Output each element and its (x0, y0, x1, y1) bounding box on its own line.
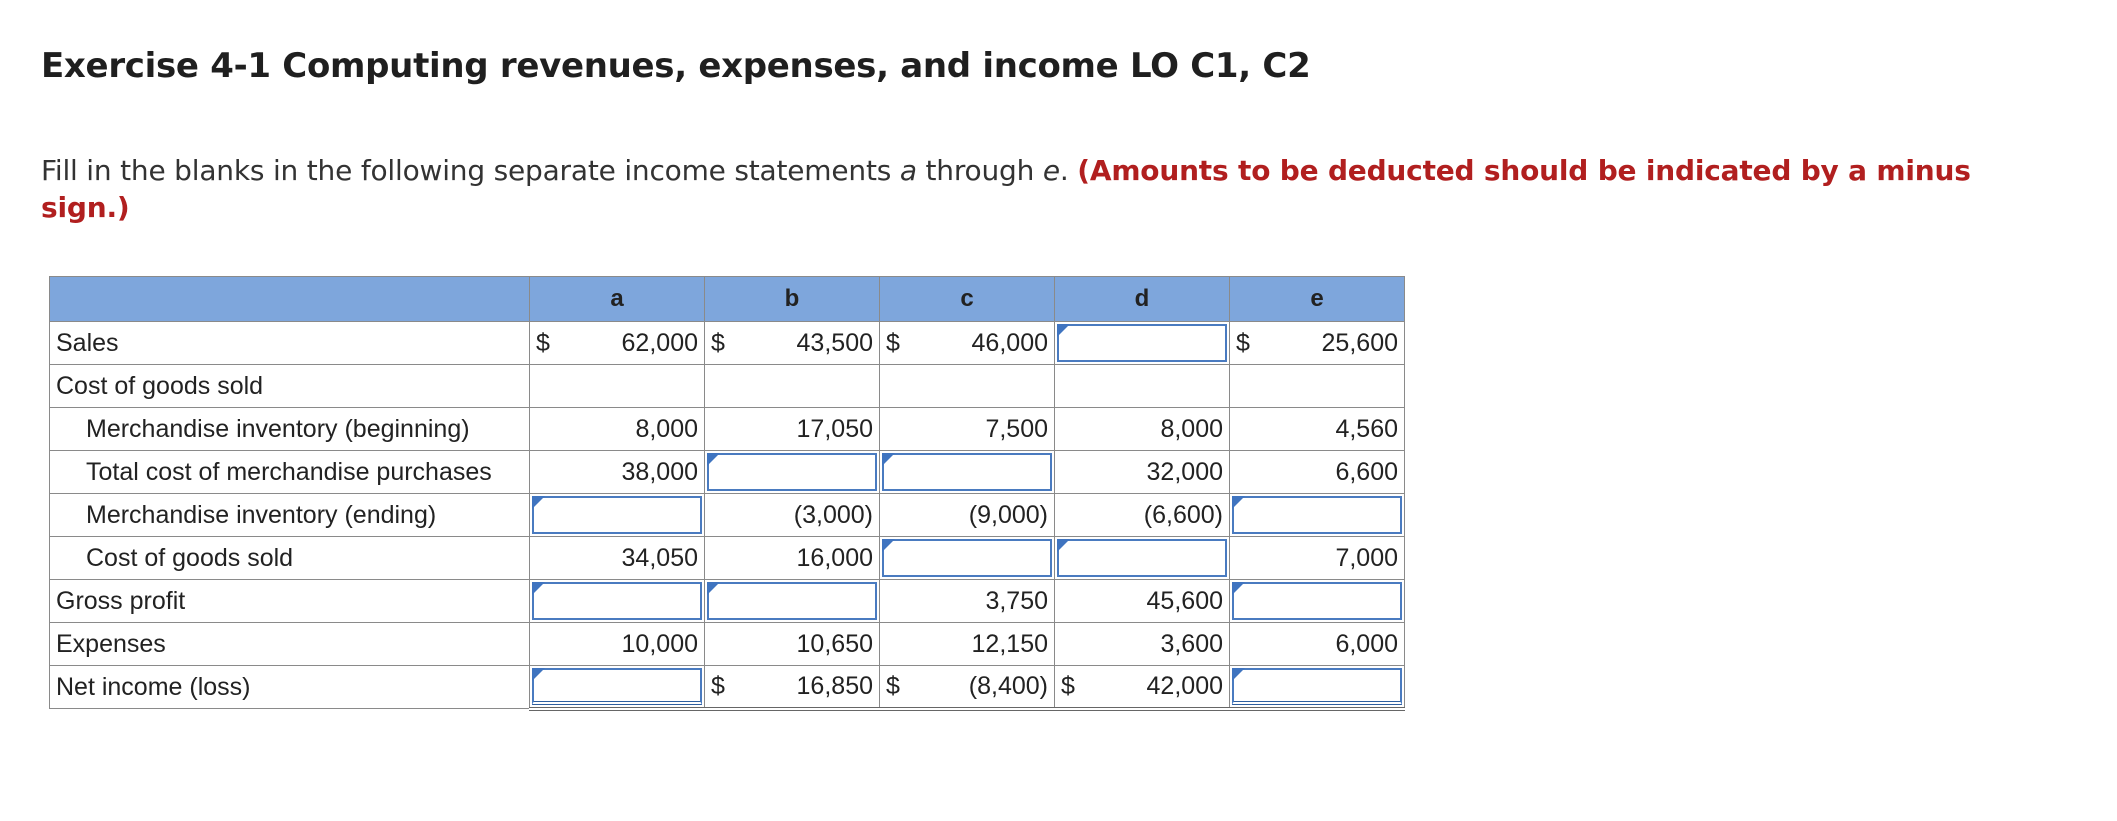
instructions-first-letter: a (899, 154, 917, 187)
input-purchases-b[interactable] (707, 453, 877, 491)
page-title: Exercise 4-1 Computing revenues, expenses, and income LO C1, C2 (41, 46, 1311, 86)
cell-gross-c (880, 580, 1055, 623)
instructions-note: (Amounts to be deducted should be indicated by a minus sign.) (41, 154, 1971, 224)
row-inventory-beginning (50, 408, 1405, 451)
cell-purchases-b (705, 451, 880, 494)
input-inv-end-e[interactable] (1232, 496, 1402, 534)
cell-purchases-a (530, 451, 705, 494)
cell-net-b (705, 666, 880, 709)
instructions-period: . (1059, 154, 1078, 187)
row-label: Net income (loss) (50, 666, 530, 709)
cell-empty (880, 365, 1055, 408)
row-purchases (50, 451, 1405, 494)
cell-expenses-b (705, 623, 880, 666)
cell-empty (1230, 365, 1405, 408)
flag-icon (882, 453, 895, 466)
cell-value: 46,000 (971, 328, 1048, 357)
input-cogs-d[interactable] (1057, 539, 1227, 577)
cell-expenses-e (1230, 623, 1405, 666)
cell-expenses-a (530, 623, 705, 666)
currency-symbol: $ (1236, 328, 1250, 357)
flag-icon (532, 496, 545, 509)
instructions-through: through (916, 154, 1043, 187)
row-label: Merchandise inventory (beginning) (50, 408, 530, 451)
column-header-d: d (1055, 277, 1230, 322)
cell-inv-beg-b (705, 408, 880, 451)
cell-value: 25,600 (1321, 328, 1398, 357)
cell-value: 17,050 (796, 414, 873, 443)
cell-value: 10,000 (621, 629, 698, 658)
cell-net-a (530, 666, 705, 709)
cell-inv-end-b (705, 494, 880, 537)
cell-value: 10,650 (796, 629, 873, 658)
cell-value: 16,850 (796, 671, 873, 700)
flag-icon (882, 539, 895, 552)
instructions-text: Fill in the blanks in the following separate income statements (41, 154, 900, 187)
input-inv-end-a[interactable] (532, 496, 702, 534)
cell-sales-b (705, 322, 880, 365)
flag-icon (1057, 539, 1070, 552)
cell-value: 8,000 (1160, 414, 1223, 443)
cell-value: 8,000 (635, 414, 698, 443)
cell-net-d (1055, 666, 1230, 709)
column-header-b: b (705, 277, 880, 322)
flag-icon (1232, 668, 1245, 681)
cell-value: 62,000 (621, 328, 698, 357)
header-row (50, 277, 1405, 322)
cell-cogs-c (880, 537, 1055, 580)
cell-cogs-e (1230, 537, 1405, 580)
cell-gross-e (1230, 580, 1405, 623)
row-gross-profit (50, 580, 1405, 623)
cell-value: 6,600 (1335, 457, 1398, 486)
cell-gross-b (705, 580, 880, 623)
input-net-a[interactable] (532, 668, 702, 705)
input-gross-e[interactable] (1232, 582, 1402, 620)
cell-expenses-d (1055, 623, 1230, 666)
currency-symbol: $ (711, 671, 725, 700)
currency-symbol: $ (886, 671, 900, 700)
row-label: Merchandise inventory (ending) (50, 494, 530, 537)
row-cogs-header (50, 365, 1405, 408)
input-purchases-c[interactable] (882, 453, 1052, 491)
cell-purchases-c (880, 451, 1055, 494)
flag-icon (707, 453, 720, 466)
instructions-last-letter: e (1042, 154, 1060, 187)
flag-icon (532, 582, 545, 595)
cell-value: 7,000 (1335, 543, 1398, 572)
instructions (41, 152, 2001, 226)
cell-value: 3,600 (1160, 629, 1223, 658)
cell-value: 7,500 (985, 414, 1048, 443)
currency-symbol: $ (711, 328, 725, 357)
cell-value: 12,150 (971, 629, 1048, 658)
row-label: Cost of goods sold (50, 365, 530, 408)
flag-icon (1232, 582, 1245, 595)
row-expenses (50, 623, 1405, 666)
flag-icon (1232, 496, 1245, 509)
cell-gross-d (1055, 580, 1230, 623)
column-header-a: a (530, 277, 705, 322)
cell-inv-end-c (880, 494, 1055, 537)
column-header-c: c (880, 277, 1055, 322)
cell-sales-e (1230, 322, 1405, 365)
row-label: Total cost of merchandise purchases (50, 451, 530, 494)
flag-icon (1057, 324, 1070, 337)
currency-symbol: $ (886, 328, 900, 357)
cell-value: 3,750 (985, 586, 1048, 615)
row-sales (50, 322, 1405, 365)
cell-sales-d (1055, 322, 1230, 365)
cell-value: 38,000 (621, 457, 698, 486)
cell-purchases-e (1230, 451, 1405, 494)
cell-net-c (880, 666, 1055, 709)
cell-inv-beg-c (880, 408, 1055, 451)
cell-inv-end-e (1230, 494, 1405, 537)
cell-value: (9,000) (968, 500, 1048, 529)
cell-inv-end-d (1055, 494, 1230, 537)
cell-expenses-c (880, 623, 1055, 666)
cell-net-e (1230, 666, 1405, 709)
row-cost-of-goods-sold (50, 537, 1405, 580)
flag-icon (707, 582, 720, 595)
cell-value: 32,000 (1146, 457, 1223, 486)
column-header-e: e (1230, 277, 1405, 322)
input-gross-b[interactable] (707, 582, 877, 620)
cell-value: 16,000 (796, 543, 873, 572)
cell-value: (6,600) (1143, 500, 1223, 529)
header-blank (50, 277, 530, 322)
cell-empty (1055, 365, 1230, 408)
row-label: Cost of goods sold (50, 537, 530, 580)
input-cogs-c[interactable] (882, 539, 1052, 577)
cell-value: 4,560 (1335, 414, 1398, 443)
currency-symbol: $ (536, 328, 550, 357)
input-net-e[interactable] (1232, 668, 1402, 705)
income-statements-table (49, 276, 1405, 711)
cell-inv-end-a (530, 494, 705, 537)
cell-value: 6,000 (1335, 629, 1398, 658)
input-gross-a[interactable] (532, 582, 702, 620)
cell-value: 45,600 (1146, 586, 1223, 615)
cell-value: (3,000) (793, 500, 873, 529)
cell-sales-c (880, 322, 1055, 365)
cell-gross-a (530, 580, 705, 623)
flag-icon (532, 668, 545, 681)
cell-cogs-d (1055, 537, 1230, 580)
cell-value: (8,400) (968, 671, 1048, 700)
input-sales-d[interactable] (1057, 324, 1227, 362)
cell-inv-beg-a (530, 408, 705, 451)
cell-value: 43,500 (796, 328, 873, 357)
cell-empty (705, 365, 880, 408)
cell-value: 34,050 (621, 543, 698, 572)
cell-empty (530, 365, 705, 408)
cell-cogs-a (530, 537, 705, 580)
row-label: Gross profit (50, 580, 530, 623)
cell-value: 42,000 (1146, 671, 1223, 700)
cell-purchases-d (1055, 451, 1230, 494)
row-label: Sales (50, 322, 530, 365)
cell-inv-beg-e (1230, 408, 1405, 451)
cell-sales-a (530, 322, 705, 365)
cell-inv-beg-d (1055, 408, 1230, 451)
row-net-income (50, 666, 1405, 709)
row-label: Expenses (50, 623, 530, 666)
currency-symbol: $ (1061, 671, 1075, 700)
row-inventory-ending (50, 494, 1405, 537)
cell-cogs-b (705, 537, 880, 580)
